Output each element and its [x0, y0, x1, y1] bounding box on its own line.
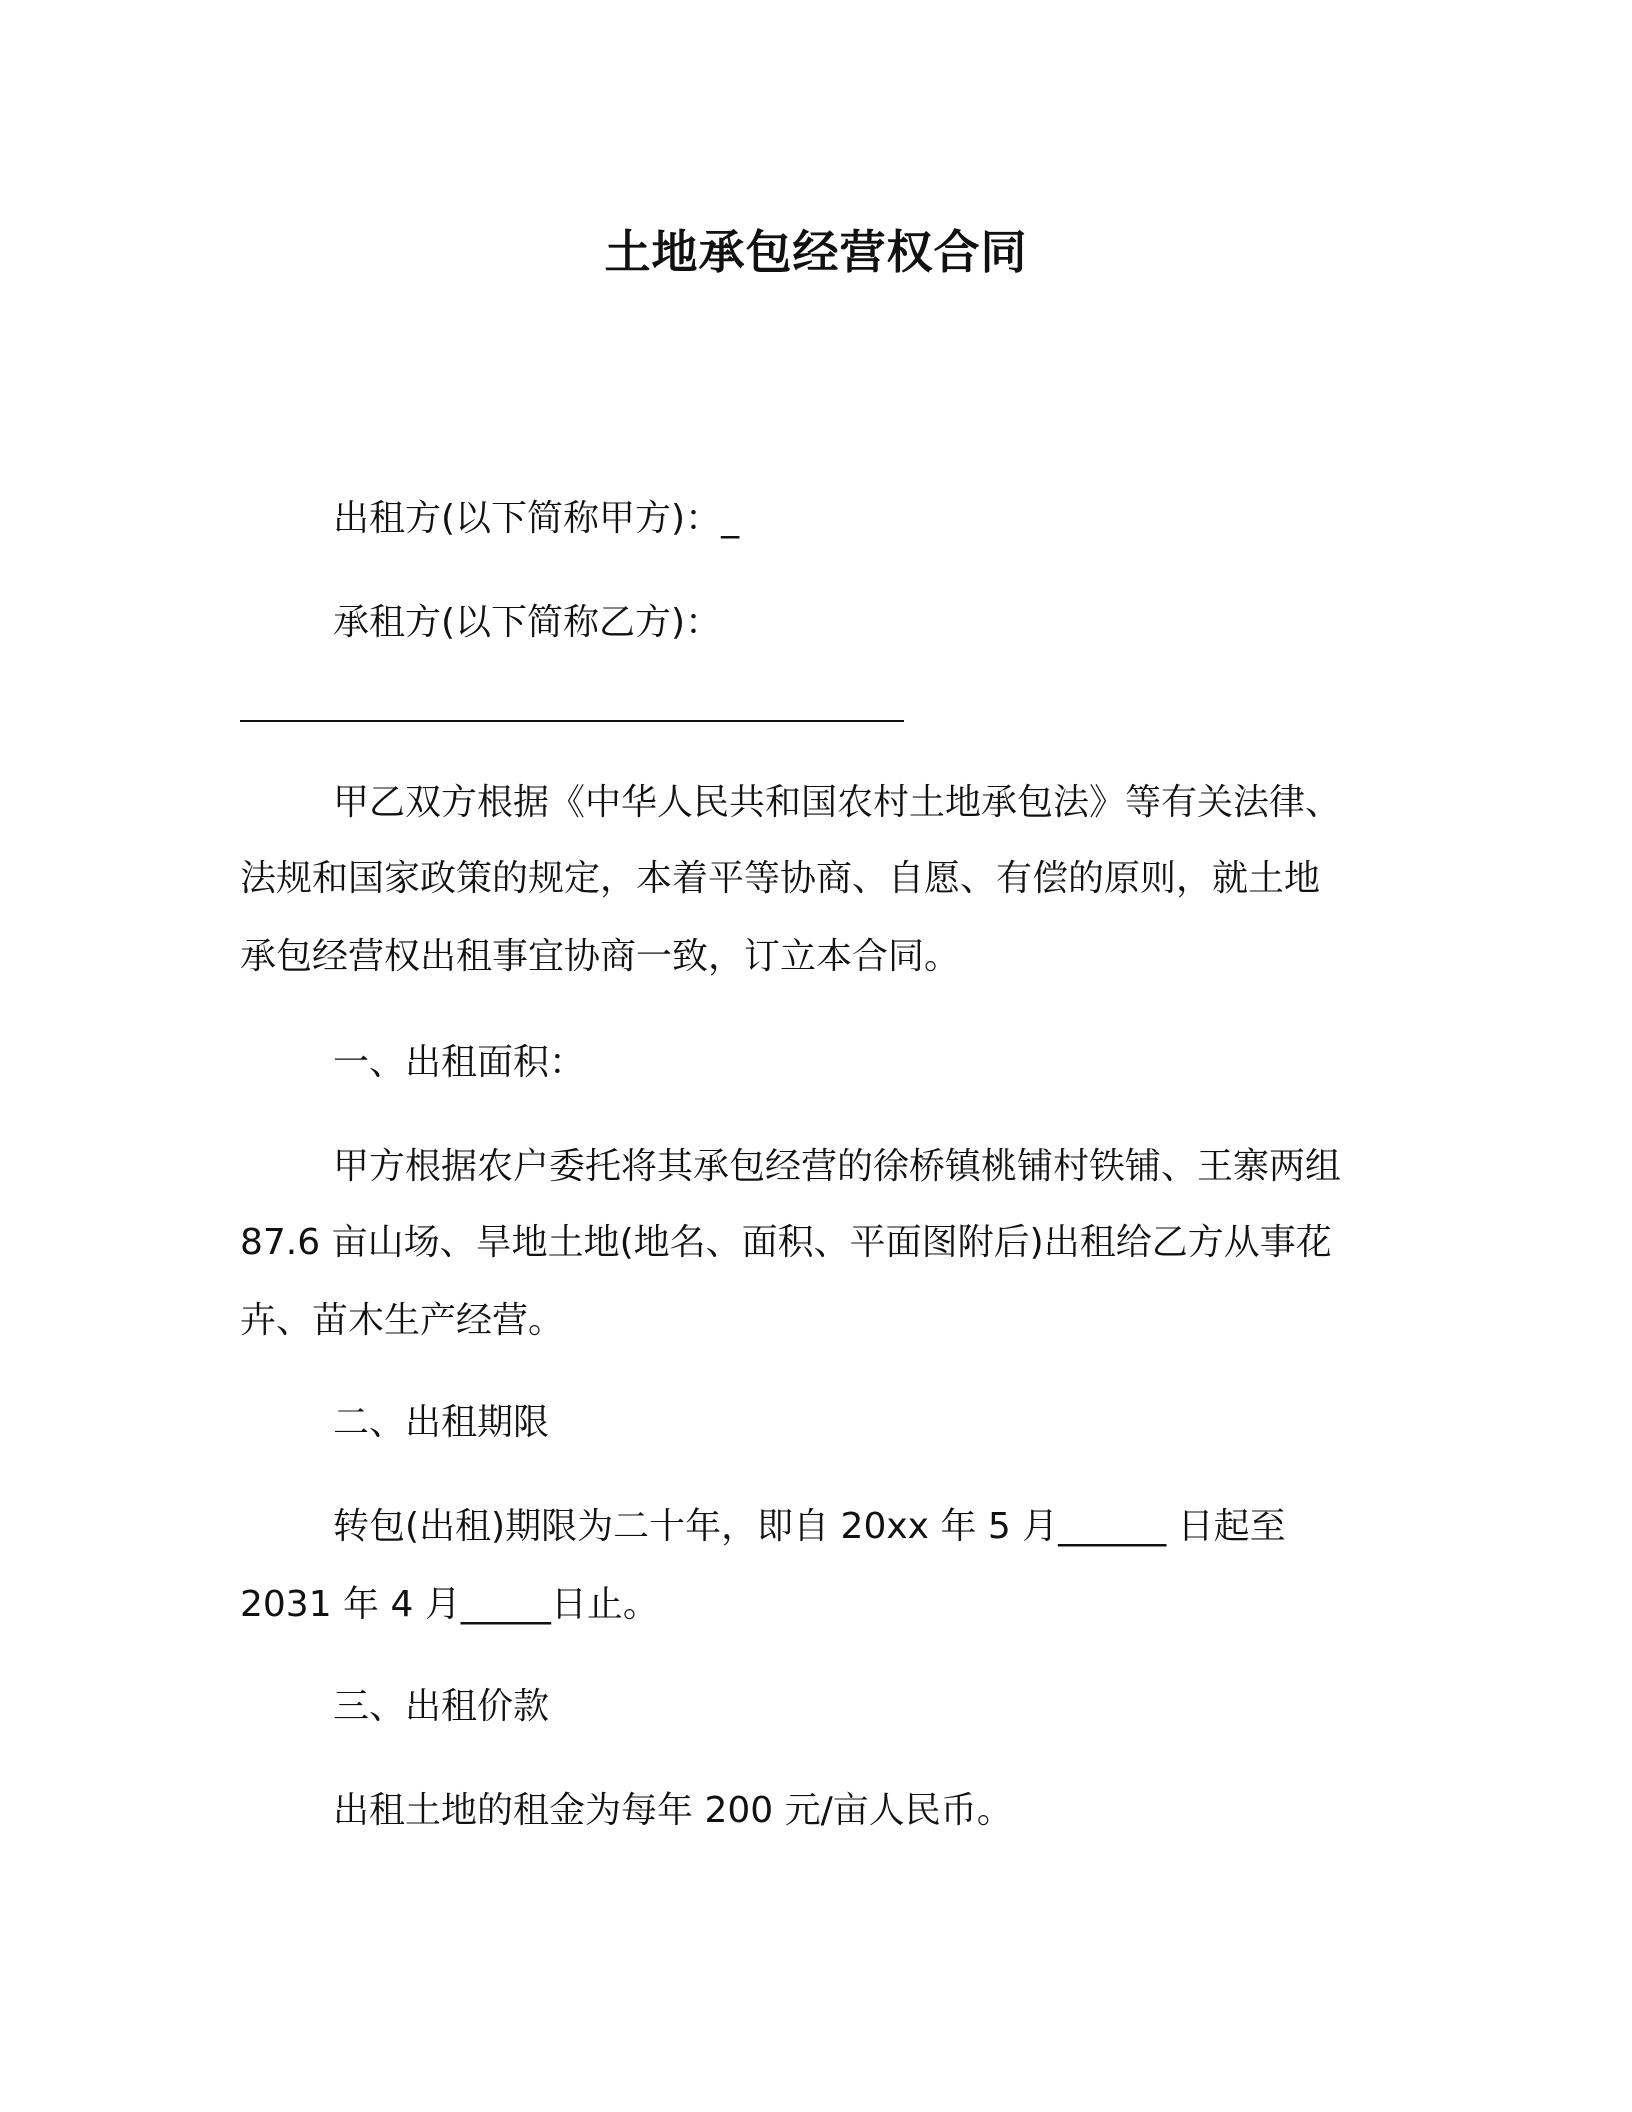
document-title: 土地承包经营权合同 [604, 225, 1028, 279]
section3-line-1: 出租土地的租金为每年 200 元/亩人民币。 [333, 1790, 1013, 1831]
section2-heading: 二、出租期限 [333, 1402, 550, 1443]
lessee-line: 承租方(以下简称乙方)： [333, 602, 722, 643]
section3-heading: 三、出租价款 [333, 1686, 550, 1727]
section1-heading: 一、出租面积： [333, 1042, 586, 1083]
lessee-blank-line [240, 720, 904, 722]
intro-line-2: 法规和国家政策的规定，本着平等协商、自愿、有偿的原则，就土地 [240, 858, 1321, 899]
section1-line-2: 87.6 亩山场、旱地土地(地名、面积、平面图附后)出租给乙方从事花 [240, 1222, 1332, 1263]
section1-line-1: 甲方根据农户委托将其承包经营的徐桥镇桃铺村铁铺、王寨两组 [333, 1146, 1342, 1187]
intro-line-1: 甲乙双方根据《中华人民共和国农村土地承包法》等有关法律、 [333, 782, 1342, 823]
section2-line-1: 转包(出租)期限为二十年，即自 20xx 年 5 月______ 日起至 [333, 1506, 1286, 1547]
section2-line-2: 2031 年 4 月_____日止。 [240, 1584, 659, 1625]
intro-line-3: 承包经营权出租事宜协商一致，订立本合同。 [240, 936, 961, 977]
section1-line-3: 卉、苗木生产经营。 [240, 1300, 565, 1341]
lessor-line: 出租方(以下简称甲方)：_ [333, 498, 740, 539]
